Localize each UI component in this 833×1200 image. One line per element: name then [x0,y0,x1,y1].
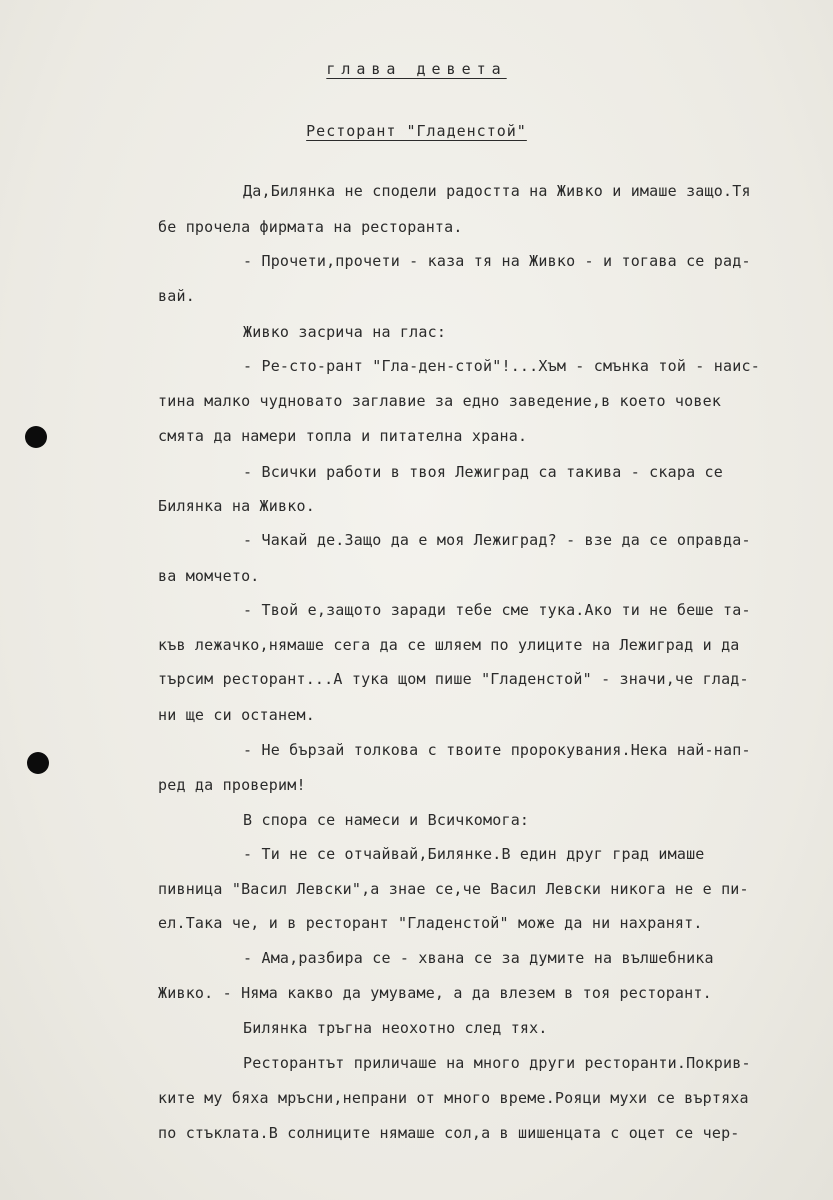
text-line: ел.Така че, и в ресторант "Гладенстой" може да ни нахранят. [158,914,703,932]
text-line: - Твой е,защото заради тебе сме тука.Ако ти не беше та- [243,601,751,619]
text-line: тина малко чудновато заглавие за едно заведение,в което човек [158,392,722,410]
text-line: ките му бяха мръсни,непрани от много време.Рояци мухи се въртяха [158,1089,749,1107]
text-line: В спора се намеси и Всичкомога: [243,811,530,829]
text-line: пивница "Васил Левски",а знае се,че Васил Левски никога не е пи- [158,880,749,898]
text-line: Живко засрича на глас: [243,323,447,341]
text-line: бе прочела фирмата на ресторанта. [158,218,463,236]
chapter-title: глава девета [326,60,507,78]
text-line: - Чакай де.Защо да е моя Лежиград? - взе да се оправда- [243,531,751,549]
text-line: Живко. - Няма какво да умуваме, а да влезем в тоя ресторант. [158,984,712,1002]
text-line: смята да намери топла и питателна храна. [158,427,528,445]
text-line: ред да проверим! [158,776,306,794]
text-line: - Не бързай толкова с твоите пророкувания.Нека най-нап- [243,741,751,759]
text-line: Билянка на Живко. [158,497,315,515]
section-title: Ресторант "Гладенстой" [306,122,527,140]
text-line: къв лежачко,нямаше сега да се шляем по улиците на Лежиград и да [158,636,740,654]
text-line: Да,Билянка не сподели радостта на Живко и имаше защо.Тя [243,182,751,200]
text-line: вай. [158,287,195,305]
text-line: ни ще си останем. [158,706,315,724]
binder-hole-top [25,426,47,448]
text-line: - Ти не се отчайвай,Билянке.В един друг град имаше [243,845,705,863]
text-line: - Ре-сто-рант "Гла-ден-стой"!...Хъм - смънка той - наис- [243,357,760,375]
text-line: Билянка тръгна неохотно след тях. [243,1019,548,1037]
text-line: - Ама,разбира се - хвана се за думите на вълшебника [243,949,714,967]
text-line: - Прочети,прочети - каза тя на Живко - и тогава се рад- [243,252,751,270]
text-line: Ресторантът приличаше на много други ресторанти.Покрив- [243,1054,751,1072]
text-line: по стъклата.В солниците нямаше сол,а в шишенцата с оцет се чер- [158,1124,740,1142]
text-line: ва момчето. [158,567,260,585]
binder-hole-bottom [27,752,49,774]
text-line: - Всички работи в твоя Лежиград са такива - скара се [243,463,723,481]
text-line: търсим ресторант...А тука щом пише "Гладенстой" - значи,че глад- [158,670,749,688]
